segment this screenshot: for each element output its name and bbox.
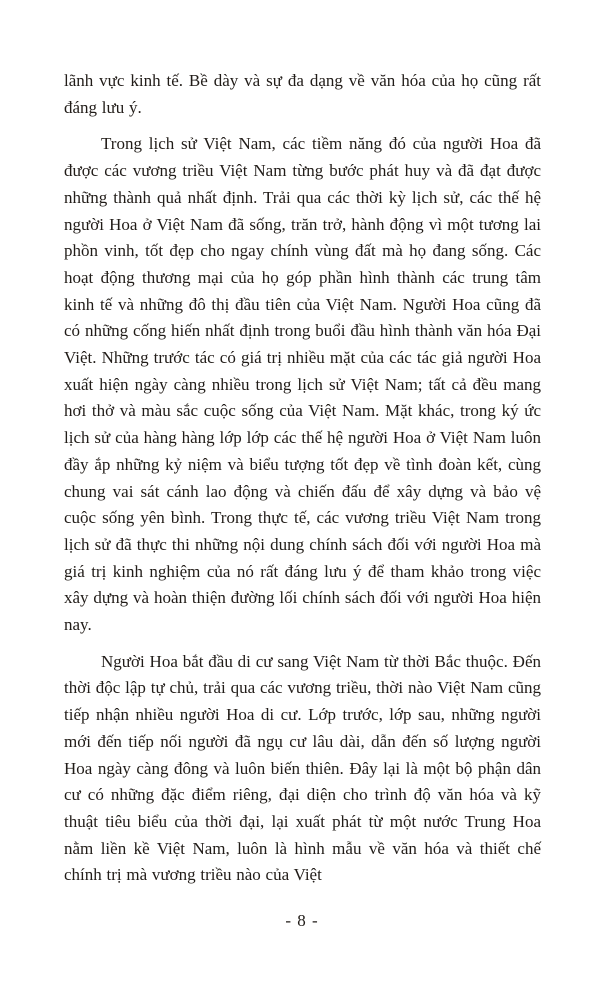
paragraph-migration: Người Hoa bắt đầu di cư sang Việt Nam từ thời Bắc thuộc. Đến thời độc lập tự chủ, trải qua các vương triều, thời nào Việt Nam cũng tiếp nhận nhiều người Hoa di cư. Lớp trước, lớp sau, những người mới đến tiếp nối người đã ngụ cư lâu dài, dẫn đến số lượng người Hoa ngày càng đông và luôn biến thiên. Đây lại là một bộ phận dân cư có những đặc điểm riêng, đại diện cho trình độ văn hóa và kỹ thuật tiêu biểu của thời đại, lại xuất phát từ một nước Trung Hoa nằm liền kề Việt Nam, luôn là hình mẫu về văn hóa và thiết chế chính trị mà vương triều nào của Việt	[64, 651, 541, 885]
page-body-text	[64, 68, 541, 889]
paragraph-history: Trong lịch sử Việt Nam, các tiềm năng đó của người Hoa đã được các vương triều Việt Nam từng bước phát huy và đã đạt được những thành quả nhất định. Trải qua các thời kỳ lịch sử, các thế hệ người Hoa ở Việt Nam đã sống, trăn trở, hành động vì một tương lai phồn vinh, tốt đẹp cho ngay chính vùng đất mà họ đang sống. Các hoạt động thương mại của họ góp phần hình thành các trung tâm kinh tế và những đô thị đầu tiên của Việt Nam. Người Hoa cũng đã có những cống hiến nhất định trong buổi đầu hình thành văn hóa Đại Việt. Những trước tác có giá trị nhiều mặt của các tác giả người Hoa xuất hiện ngày càng nhiều trong lịch sử Việt Nam; tất cả đều mang hơi thở và màu sắc cuộc sống của Việt Nam. Mặt khác, trong ký ức lịch sử của hàng hàng lớp lớp các thế hệ người Hoa ở Việt Nam luôn đầy ắp những kỷ niệm và biểu tượng tốt đẹp về tình đoàn kết, cùng chung vai sát cánh lao động và chiến đấu để xây dựng và bảo vệ cuộc sống yên bình. Trong thực tế, các vương triều Việt Nam trong lịch sử đã thực thi những nội dung chính sách đối với người Hoa mà giá trị kinh nghiệm của nó rất đáng lưu ý để tham khảo trong việc xây dựng và hoàn thiện đường lối chính sách đối với người Hoa hiện nay.	[64, 134, 541, 635]
page-number: - 8 -	[285, 911, 319, 930]
paragraph-continuation: lãnh vực kinh tế. Bề dày và sự đa dạng về văn hóa của họ cũng rất đáng lưu ý.	[64, 71, 541, 117]
